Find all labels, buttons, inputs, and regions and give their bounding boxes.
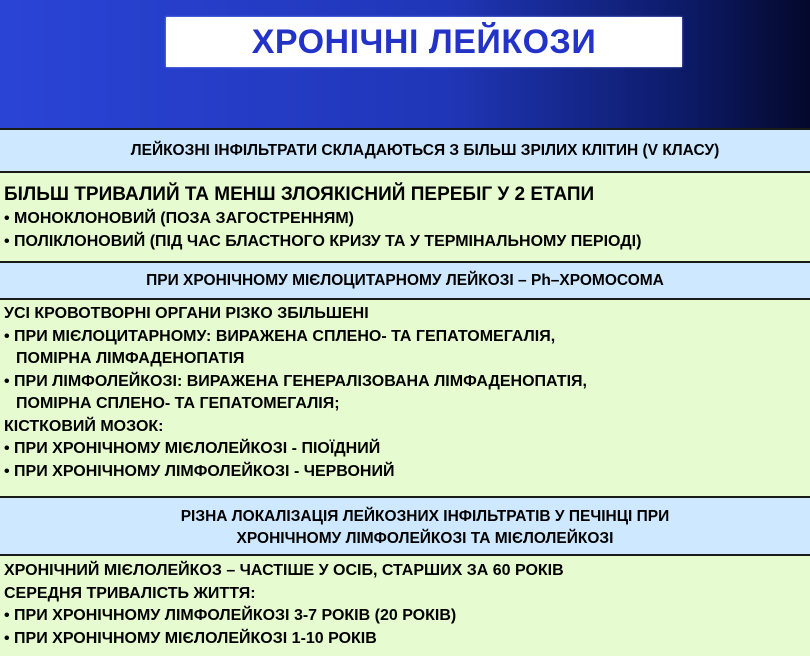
section-1-heading: ЛЕЙКОЗНІ ІНФІЛЬТРАТИ СКЛАДАЮТЬСЯ З БІЛЬШ ЗРІЛИХ КЛІТИН (V КЛАСУ)	[130, 142, 720, 159]
section-3-heading-line: ХРОНІЧНОМУ ЛІМФОЛЕЙКОЗІ ТА МІЄЛОЛЕЙКОЗІ	[236, 530, 614, 547]
section-3-heading-band	[0, 496, 810, 556]
section-2-line: • ПРИ ЛІМФОЛЕЙКОЗІ: ВИРАЖЕНА ГЕНЕРАЛІЗОВАНА ЛІМФАДЕНОПАТІЯ,	[4, 372, 587, 390]
section-2-heading-band	[0, 261, 810, 300]
section-2-heading: ПРИ ХРОНІЧНОМУ МІЄЛОЦИТАРНОМУ ЛЕЙКОЗІ – Ph–ХРОМОСОМА	[146, 272, 664, 289]
section-2-line: КІСТКОВИЙ МОЗОК:	[4, 417, 164, 435]
section-3-line: • ПРИ ХРОНІЧНОМУ МІЄЛОЛЕЙКОЗІ 1-10 РОКІВ	[4, 629, 377, 647]
section-3-line: СЕРЕДНЯ ТРИВАЛІСТЬ ЖИТТЯ:	[4, 584, 256, 602]
section-2-line: • ПРИ ХРОНІЧНОМУ ЛІМФОЛЕЙКОЗІ - ЧЕРВОНИЙ	[4, 462, 395, 480]
section-3-line: ХРОНІЧНИЙ МІЄЛОЛЕЙКОЗ – ЧАСТІШЕ У ОСІБ, СТАРШИХ ЗА 60 РОКІВ	[4, 562, 564, 579]
section-2-line: ПОМІРНА СПЛЕНО- ТА ГЕПАТОМЕГАЛІЯ;	[16, 395, 340, 412]
section-3-body	[0, 556, 810, 656]
section-1-line: • МОНОКЛОНОВИЙ (ПОЗА ЗАГОСТРЕННЯМ)	[4, 210, 354, 227]
section-2-line: УСІ КРОВОТВОРНІ ОРГАНИ РІЗКО ЗБІЛЬШЕНІ	[4, 305, 369, 322]
section-2-line: • ПРИ ХРОНІЧНОМУ МІЄЛОЛЕЙКОЗІ - ПІОЇДНИЙ	[4, 440, 381, 457]
slide-title: ХРОНІЧНІ ЛЕЙКОЗИ	[251, 22, 597, 61]
section-1-line: • ПОЛІКЛОНОВИЙ (ПІД ЧАС БЛАСТНОГО КРИЗУ ТА У ТЕРМІНАЛЬНОМУ ПЕРІОДІ)	[4, 232, 642, 250]
section-1-heading-band	[0, 128, 810, 173]
section-1-body	[0, 173, 810, 261]
section-2-line: ПОМІРНА ЛІМФАДЕНОПАТІЯ	[16, 350, 245, 367]
section-1-line: БІЛЬШ ТРИВАЛИЙ ТА МЕНШ ЗЛОЯКІСНИЙ ПЕРЕБІГ У 2 ЕТАПИ	[4, 184, 595, 205]
section-2-line: • ПРИ МІЄЛОЦИТАРНОМУ: ВИРАЖЕНА СПЛЕНО- ТА ГЕПАТОМЕГАЛІЯ,	[4, 327, 556, 345]
section-3-line: • ПРИ ХРОНІЧНОМУ ЛІМФОЛЕЙКОЗІ 3-7 РОКІВ (20 РОКІВ)	[4, 607, 457, 624]
section-2-body	[0, 300, 810, 496]
title-box	[166, 17, 682, 67]
section-3-heading-line: РІЗНА ЛОКАЛІЗАЦІЯ ЛЕЙКОЗНИХ ІНФІЛЬТРАТІВ У ПЕЧІНЦІ ПРИ	[180, 508, 670, 525]
header-band	[0, 0, 810, 128]
